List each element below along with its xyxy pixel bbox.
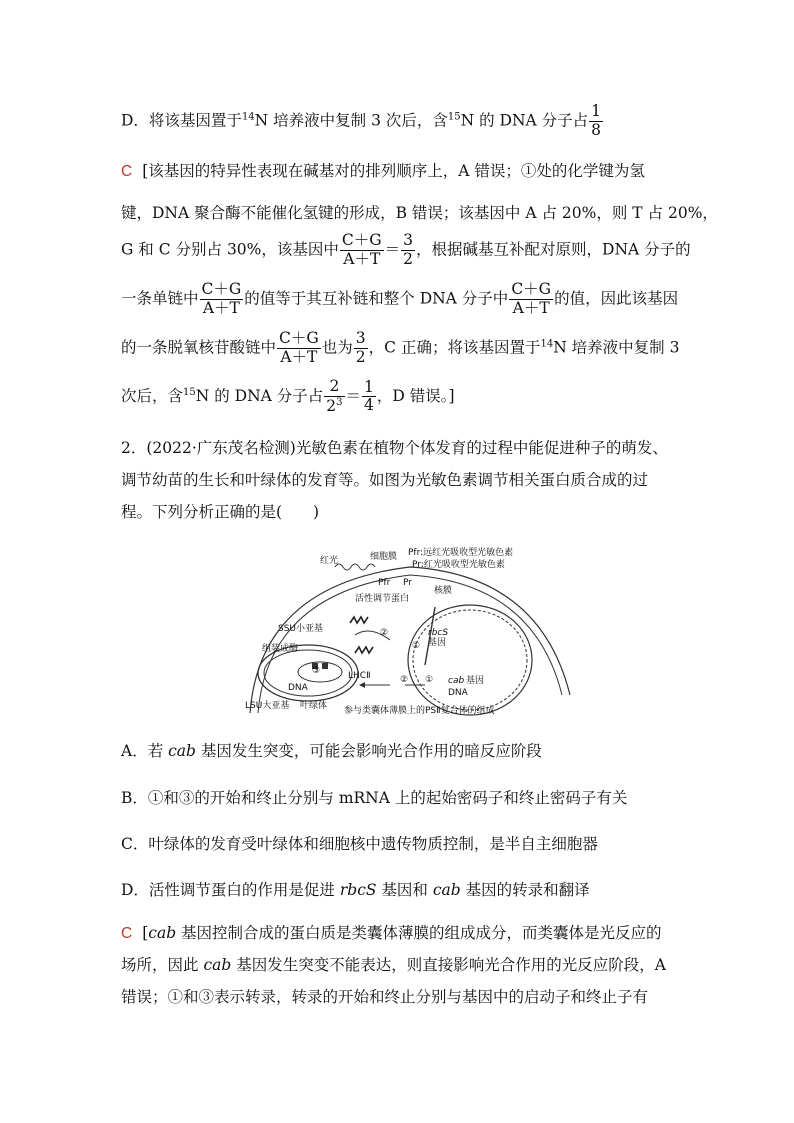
svg-text:rbcS: rbcS (428, 628, 449, 638)
fraction: $\frac{1}{4}$ (364, 377, 374, 415)
option-c[interactable]: C．叶绿体的发育受叶绿体和细胞核中遗传物质控制，是半自主细胞器 (121, 835, 598, 853)
svg-text:①: ① (412, 641, 421, 651)
q2-stem-line3: 程。下列分析正确的是( ) (121, 503, 320, 521)
svg-text:组装成酶: 组装成酶 (262, 644, 299, 654)
q1-explanation-line2: 键，DNA 聚合酶不能催化氢键的形成，B 错误；该基因中 A 占 20%，则 T 占 20%， (121, 204, 718, 222)
svg-text:DNA: DNA (288, 683, 308, 693)
q1-explanation-line6: 次后，含$^{15}$N 的 DNA 分子占 $\frac{2}{2^3}$ ＝ $\frac{1}{4}$ ，D 错误。] (121, 377, 455, 415)
svg-text:LHCⅡ: LHCⅡ (348, 671, 371, 681)
svg-text:cab: cab (448, 676, 465, 686)
svg-text:①: ① (425, 675, 434, 685)
fraction: $\frac{2}{2^3}$ (326, 377, 343, 415)
svg-text:红光: 红光 (320, 556, 339, 566)
svg-text:参与类囊体薄膜上的PSⅡ复合体的组成: 参与类囊体薄膜上的PSⅡ复合体的组成 (344, 706, 495, 716)
svg-text:基因: 基因 (428, 638, 447, 648)
q2-explanation-line3: 错误；①和③表示转录，转录的开始和终止分别与基因中的启动子和终止子有 (121, 988, 649, 1006)
svg-text:Pfr: Pfr (378, 578, 391, 588)
q2-stem-line1: 2．(2022·广东茂名检测)光敏色素在植物个体发育的过程中能促进种子的萌发、 (121, 439, 668, 457)
fraction: $\frac{C+G}{A+T}$ (341, 231, 382, 268)
svg-text:②: ② (400, 675, 409, 685)
fraction: $\frac{3}{2}$ (403, 231, 414, 268)
q2-explanation-line2: 场所，因此 cab 基因发生突变不能表达，则直接影响光合作用的光反应阶段，A (121, 956, 666, 974)
q1-explanation-line5: 的一条脱氧核苷酸链中 $\frac{C+G}{A+T}$ 也为 $\frac{3}{2}$ ，C 正确；将该基因置于$^{14}$N 培养液中复制 3 (121, 329, 680, 366)
q1-explanation-line3: G 和 C 分别占 30%，该基因中 $\frac{C+G}{A+T}$ ＝ $\frac{3}{2}$ ，根据碱基互补配对原则，DNA 分子的 (121, 231, 691, 268)
svg-text:活性调节蛋白: 活性调节蛋白 (355, 594, 410, 604)
svg-text:③: ③ (312, 666, 321, 676)
svg-text:细胞膜: 细胞膜 (370, 552, 398, 562)
phytochrome-diagram (240, 545, 575, 720)
svg-text:Pr:红光吸收型光敏色素: Pr:红光吸收型光敏色素 (412, 560, 505, 570)
svg-text:Pfr:远红光吸收型光敏色素: Pfr:远红光吸收型光敏色素 (408, 548, 514, 558)
svg-text:②: ② (380, 628, 389, 638)
svg-text:LSU大亚基: LSU大亚基 (245, 701, 290, 711)
answer-letter: C (121, 163, 133, 180)
svg-text:Pr: Pr (403, 578, 412, 588)
option-a[interactable]: A．若 cab 基因发生突变，可能会影响光合作用的暗反应阶段 (121, 742, 542, 760)
q1-explanation-line1: C [该基因的特异性表现在碱基对的排列顺序上，A 错误；①处的化学键为氢 (121, 162, 645, 180)
prev-option-d: D．将该基因置于$^{14}$N 培养液中复制 3 次后，含$^{15}$N 的 DNA 分子占 $\frac{1}{8}$ (121, 102, 602, 139)
fraction: $\frac{1}{8}$ (591, 102, 602, 139)
svg-text:DNA: DNA (448, 688, 468, 698)
q2-stem-line2: 调节幼苗的生长和叶绿体的发育等。如图为光敏色素调节相关蛋白质合成的过 (121, 471, 649, 489)
svg-text:核膜: 核膜 (434, 586, 453, 596)
q2-explanation-line1: C [cab 基因控制合成的蛋白质是类囊体薄膜的组成成分，而类囊体是光反应的 (121, 924, 662, 942)
option-b[interactable]: B．①和③的开始和终止分别与 mRNA 上的起始密码子和终止密码子有关 (121, 789, 628, 807)
fraction: $\frac{C+G}{A+T}$ (201, 280, 242, 317)
fraction: $\frac{C+G}{A+T}$ (511, 280, 552, 317)
fraction: $\frac{3}{2}$ (355, 329, 366, 366)
q1-explanation-line4: 一条单链中 $\frac{C+G}{A+T}$ 的值等于其互补链和整个 DNA 分子中 $\frac{C+G}{A+T}$ 的值，因此该基因 (121, 280, 679, 317)
svg-text:叶绿体: 叶绿体 (300, 701, 328, 711)
option-d[interactable]: D．活性调节蛋白的作用是促进 rbcS 基因和 cab 基因的转录和翻译 (121, 881, 590, 899)
svg-text:基因: 基因 (466, 676, 485, 686)
fraction: $\frac{C+G}{A+T}$ (279, 329, 319, 366)
answer-letter: C (121, 925, 133, 942)
svg-text:SSU小亚基: SSU小亚基 (278, 624, 324, 634)
